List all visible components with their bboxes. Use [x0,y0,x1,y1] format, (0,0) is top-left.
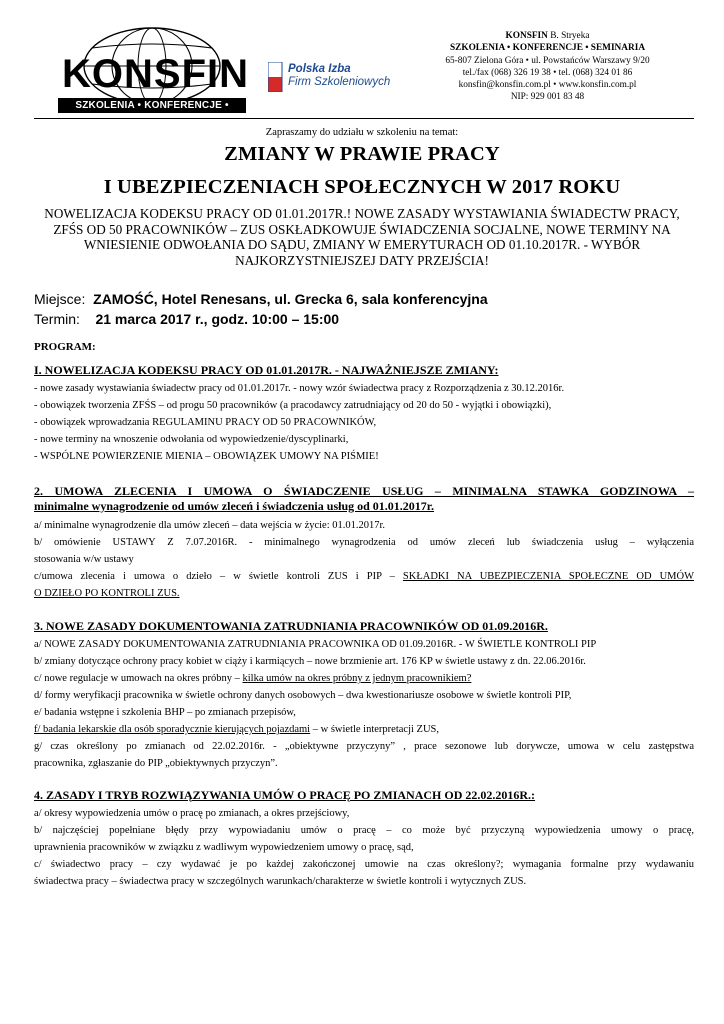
company-name: KONSFIN [505,31,548,41]
list-item: c/umowa zlecenia i umowa o dzieło – w świetle kontroli ZUS i PIP – SKŁADKI NA UBEZPIECZENIA SPOŁECZNE OD UMÓW [34,571,694,582]
list-item: - obowiązek tworzenia ZFŚS – od progu 50 pracowników (a pracodawcy zatrudniający od 20 do 50 - wyjątki i obowiązki), [34,400,552,411]
partner-logo [268,62,408,94]
list-item-cont: uprawnienia pracowników w związku z wadliwym wypowiedzeniem umowy o pracę, sąd, [34,842,414,853]
section-heading: I. NOWELIZACJA KODEKSU PRACY OD 01.01.2017R. - NAJWAŻNIEJSZE ZMIANY: [34,363,499,377]
date-time [34,311,339,328]
letterhead [0,0,724,128]
venue-value: ZAMOŚĆ, Hotel Renesans, ul. Grecka 6, sala konferencyjna [93,291,488,307]
list-item: - WSPÓLNE POWIERZENIE MIENIA – OBOWIĄZEK UMOWY NA PIŚMIE! [34,451,379,462]
list-item: a/ minimalne wynagrodzenie dla umów zleceń – data wejścia w życie: 01.01.2017r. [34,520,386,531]
list-item: c/ nowe regulacje w umowach na okres próbny – kilka umów na okres próbny z jednym pracownikiem? [34,673,472,684]
section-3 [34,618,694,772]
list-item: b/ najczęściej popełniane błędy przy wypowiadaniu umów o pracę – co może być przyczyną wypowiedzenia umowy o pracę, [34,825,694,836]
header-divider [34,118,694,119]
title-line-1: ZMIANY W PRAWIE PRACY [224,143,500,165]
title-line-2: I UBEZPIECZENIACH SPOŁECZNYCH W 2017 ROKU [103,176,621,198]
company-details [400,30,695,104]
list-item: - nowe zasady wystawiania świadectw pracy od 01.01.2017r. - nowy wzór świadectwa pracy z Rozporządzenia z 30.12.2016r. [34,383,565,394]
subtitle-line: WNIESIENIE ODWOŁANIA DO SĄDU, ZMIANY W EMERYTURACH OD 01.10.2017R. - WYBÓR [83,237,641,252]
company-owner: B. Stryeka [547,31,590,41]
partner-name-line2: Firm Szkoleniowych [288,76,391,88]
flag-icon [268,62,284,92]
company-phone: tel./fax (068) 326 19 38 • tel. (068) 324 01 86 [462,67,633,78]
list-item-cont: O DZIEŁO PO KONTROLI ZUS. [34,588,180,599]
logo-tagline: SZKOLENIA • KONFERENCJE • SEMINARIA [58,98,246,113]
venue [34,291,488,308]
logo-wordmark: KONSFIN [62,52,249,96]
list-item: - nowe terminy na wnoszenie odwołania od wypowiedzenie/dyscyplinarki, [34,434,349,445]
company-nip: NIP: 929 001 83 48 [510,92,585,103]
subtitle-line: NOWELIZACJA KODEKSU PRACY OD 01.01.2017R.! NOWE ZASADY WYSTAWIANIA ŚWIADECTW PRACY, [44,206,680,221]
invitation-text: Zapraszamy do udziału w szkoleniu na temat: [265,127,459,138]
list-item: f/ badania lekarskie dla osób sporadycznie kierujących pojazdami – w świetle interpretacji ZUS, [34,724,439,735]
subtitle [40,206,684,268]
section-heading: 3. NOWE ZASADY DOKUMENTOWANIA ZATRUDNIANIA PRACOWNIKÓW OD 01.09.2016R. [34,619,548,633]
list-item: - obowiązek wprowadzania REGULAMINU PRACY OD 50 PRACOWNIKÓW, [34,417,377,428]
section-1 [34,362,694,465]
list-item: a/ okresy wypowiedzenia umów o pracę po zmianach, a okres przejściowy, [34,808,350,819]
subtitle-line: ZFŚS OD 50 PRACOWNIKÓW – ZUS OSKŁADKOWUJE ŚWIADCZENIA SOCJALNE, NOWE TERMINY NA [53,221,671,237]
list-item-cont: stosowania w/w ustawy [34,554,134,565]
section-2 [34,484,694,602]
section-heading: 2. UMOWA ZLECENIA I UMOWA O ŚWIADCZENIE USŁUG – MINIMALNA STAWKA GODZINOWA – [34,484,694,498]
company-contact-link[interactable]: konsfin@konsfin.com.pl • www.konsfin.com.pl [458,80,637,91]
list-item-cont: świadectwa pracy – świadectwa pracy w szczególnych warunkach/charakterze w świetle kontroli i wytycznych ZUS. [34,876,527,887]
list-item: a/ NOWE ZASADY DOKUMENTOWANIA ZATRUDNIANIA PRACOWNIKA OD 01.09.2016R. - W ŚWIETLE KONTROLI PIP [34,639,597,650]
section-heading: 4. ZASADY I TRYB ROZWIĄZYWANIA UMÓW O PRACĘ PO ZMIANACH OD 22.02.2016R.: [34,788,536,802]
venue-label: Miejsce: [34,291,86,307]
section-heading-cont: minimalne wynagrodzenie od umów zleceń i świadczenia usług od 01.01.2017r. [34,499,435,513]
list-item: g/ czas określony po zmianach od 22.02.2016r. - „obiektywne przyczyny” , prace sezonowe lub dorywcze, umowa w celu zastępstwa [34,741,694,752]
company-address: 65-807 Zielona Góra • ul. Powstańców Warszawy 9/20 [445,55,650,66]
partner-name-line1: Polska Izba [288,63,351,75]
date-value: 21 marca 2017 r., godz. 10:00 – 15:00 [95,311,340,327]
konsfin-logo [58,26,249,126]
list-item-cont: pracownika, zgłaszanie do PIP „obiektywnych przyczyn”. [34,758,278,769]
list-item: b/ omówienie USTAWY Z 7.07.2016R. - minimalnego wynagrodzenia od umów zleceń lub świadczenia usług – wyłączenia [34,537,694,548]
program-label: PROGRAM: [34,341,96,353]
list-item: e/ badania wstępne i szkolenia BHP – po zmianach przepisów, [34,707,296,718]
list-item: c/ świadectwo pracy – czy wydawać je po każdej zakończonej umowie na czas określony?; wymagania formalne przy wydawaniu [34,859,694,870]
list-item: d/ formy weryfikacji pracownika w świetle ochrony danych osobowych – dwa kwestionariusze osobowe w świetle kontroli PIP, [34,690,572,701]
company-services: SZKOLENIA • KONFERENCJE • SEMINARIA [449,43,646,54]
list-item: b/ zmiany dotyczące ochrony pracy kobiet w ciąży i karmiących – nowe brzmienie art. 176 KP w świetle ustawy z dn. 22.06.2016r. [34,656,586,667]
date-label: Termin: [34,311,80,327]
subtitle-line: NAJKORZYSTNIEJSZEJ DATY PRZEJŚCIA! [235,252,489,268]
section-4 [34,787,694,890]
